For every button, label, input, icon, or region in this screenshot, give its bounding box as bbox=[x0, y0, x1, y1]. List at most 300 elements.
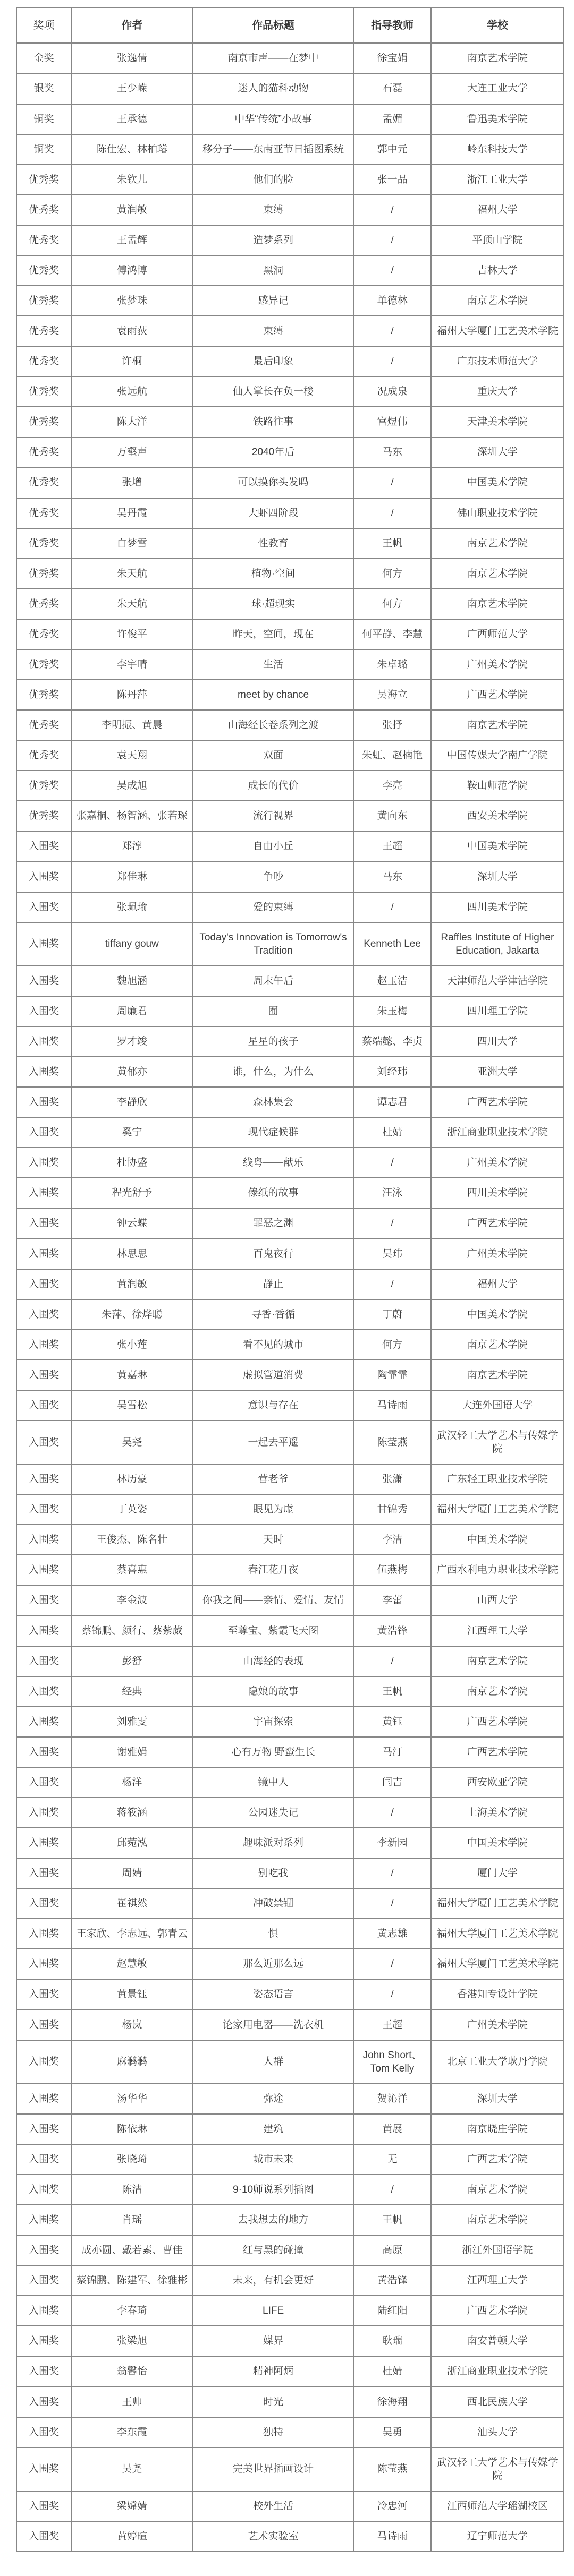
cell-advisor: 朱虹、赵楠艳 bbox=[353, 740, 430, 771]
cell-author: 万壑声 bbox=[71, 437, 193, 467]
cell-author: 王孟辉 bbox=[71, 225, 193, 255]
cell-title: 建筑 bbox=[193, 2114, 354, 2144]
cell-author: 吴尧 bbox=[71, 2447, 193, 2491]
cell-title: 性教育 bbox=[193, 528, 354, 559]
cell-title: 中华“传统”小故事 bbox=[193, 104, 354, 134]
table-row bbox=[16, 2205, 564, 2235]
cell-author: 肖瑶 bbox=[71, 2205, 193, 2235]
cell-school: 武汉轻工大学艺术与传媒学院 bbox=[431, 2447, 564, 2491]
cell-school: 四川美术学院 bbox=[431, 892, 564, 922]
cell-award: 入围奖 bbox=[16, 996, 71, 1026]
cell-title: 冲破禁锢 bbox=[193, 1888, 354, 1919]
cell-title: 弥途 bbox=[193, 2084, 354, 2114]
cell-award: 入围奖 bbox=[16, 1919, 71, 1949]
cell-advisor: 汪泳 bbox=[353, 1178, 430, 1208]
cell-advisor: 马诗雨 bbox=[353, 2521, 430, 2552]
cell-advisor: 王帆 bbox=[353, 1676, 430, 1707]
cell-school: 四川大学 bbox=[431, 1026, 564, 1057]
table-row bbox=[16, 1525, 564, 1555]
cell-award: 入围奖 bbox=[16, 2265, 71, 2296]
table-row bbox=[16, 2040, 564, 2084]
cell-title: 趣味派对系列 bbox=[193, 1828, 354, 1858]
cell-school: Raffles Institute of Higher Education, Jakarta bbox=[431, 922, 564, 966]
cell-award: 入围奖 bbox=[16, 831, 71, 861]
table-row bbox=[16, 376, 564, 407]
cell-award: 入围奖 bbox=[16, 1949, 71, 1979]
cell-advisor: 黄展 bbox=[353, 2114, 430, 2144]
cell-school: 武汉轻工大学艺术与传媒学院 bbox=[431, 1420, 564, 1464]
table-row bbox=[16, 2296, 564, 2326]
cell-title: 心有万物 野蛮生长 bbox=[193, 1737, 354, 1767]
table-row bbox=[16, 1390, 564, 1420]
cell-school: 重庆大学 bbox=[431, 376, 564, 407]
cell-title: 独特 bbox=[193, 2417, 354, 2447]
cell-award: 入围奖 bbox=[16, 1585, 71, 1615]
cell-author: 王家欣、李志远、郭青云 bbox=[71, 1919, 193, 1949]
cell-award: 优秀奖 bbox=[16, 801, 71, 831]
cell-author: 陈仕宏、林柏璿 bbox=[71, 134, 193, 165]
cell-school: 平顶山学院 bbox=[431, 225, 564, 255]
cell-advisor: / bbox=[353, 467, 430, 498]
cell-advisor: / bbox=[353, 1979, 430, 2009]
table-row bbox=[16, 528, 564, 559]
cell-title: Today's Innovation is Tomorrow's Tradition bbox=[193, 922, 354, 966]
cell-title: 虚拟管道消费 bbox=[193, 1360, 354, 1390]
cell-advisor: 王帆 bbox=[353, 2205, 430, 2235]
cell-school: 广西艺术学院 bbox=[431, 1737, 564, 1767]
table-row bbox=[16, 2010, 564, 2040]
table-row bbox=[16, 619, 564, 649]
cell-school: 北京工业大学耿丹学院 bbox=[431, 2040, 564, 2084]
cell-school: 南京艺术学院 bbox=[431, 1330, 564, 1360]
cell-advisor: 杜婧 bbox=[353, 2356, 430, 2386]
cell-author: 赵慧敏 bbox=[71, 1949, 193, 1979]
cell-title: 城市未来 bbox=[193, 2144, 354, 2175]
table-row bbox=[16, 104, 564, 134]
cell-title: 南京市声——在梦中 bbox=[193, 43, 354, 73]
cell-school: 四川理工学院 bbox=[431, 996, 564, 1026]
table-row bbox=[16, 195, 564, 225]
cell-title: 最后印象 bbox=[193, 346, 354, 376]
cell-title: 红与黑的碰撞 bbox=[193, 2235, 354, 2265]
table-row bbox=[16, 801, 564, 831]
cell-advisor: 马诗雨 bbox=[353, 1390, 430, 1420]
cell-title: 镜中人 bbox=[193, 1767, 354, 1798]
cell-school: 南京艺术学院 bbox=[431, 43, 564, 73]
awards-table bbox=[16, 7, 564, 2552]
cell-advisor: / bbox=[353, 892, 430, 922]
cell-school: 广西艺术学院 bbox=[431, 1208, 564, 1238]
cell-title: LIFE bbox=[193, 2296, 354, 2326]
cell-title: 星星的孩子 bbox=[193, 1026, 354, 1057]
cell-school: 岭东科技大学 bbox=[431, 134, 564, 165]
cell-author: 麻鹣鹣 bbox=[71, 2040, 193, 2084]
cell-school: 鞍山师范学院 bbox=[431, 771, 564, 801]
cell-advisor: 石磊 bbox=[353, 73, 430, 104]
cell-author: 朱钦儿 bbox=[71, 165, 193, 195]
cell-title: 别吃我 bbox=[193, 1858, 354, 1888]
table-row bbox=[16, 2114, 564, 2144]
cell-advisor: / bbox=[353, 1269, 430, 1299]
table-row bbox=[16, 1676, 564, 1707]
header-row bbox=[16, 8, 564, 43]
cell-advisor: 黄钰 bbox=[353, 1707, 430, 1737]
cell-award: 优秀奖 bbox=[16, 376, 71, 407]
cell-author: 朱天航 bbox=[71, 559, 193, 589]
cell-award: 入围奖 bbox=[16, 2084, 71, 2114]
cell-advisor: 陈莹燕 bbox=[353, 1420, 430, 1464]
cell-award: 入围奖 bbox=[16, 1616, 71, 1646]
cell-award: 金奖 bbox=[16, 43, 71, 73]
cell-author: 张远航 bbox=[71, 376, 193, 407]
cell-school: 西安欧亚学院 bbox=[431, 1767, 564, 1798]
table-row bbox=[16, 1646, 564, 1676]
cell-advisor: / bbox=[353, 225, 430, 255]
cell-title: 铁路往事 bbox=[193, 407, 354, 437]
cell-school: 江西理工大学 bbox=[431, 2265, 564, 2296]
cell-award: 优秀奖 bbox=[16, 619, 71, 649]
cell-advisor: 闫吉 bbox=[353, 1767, 430, 1798]
cell-school: 上海美术学院 bbox=[431, 1798, 564, 1828]
table-row bbox=[16, 589, 564, 619]
cell-author: 汤华华 bbox=[71, 2084, 193, 2114]
cell-advisor: 单德林 bbox=[353, 286, 430, 316]
cell-advisor: / bbox=[353, 2175, 430, 2205]
cell-school: 四川美术学院 bbox=[431, 1178, 564, 1208]
cell-school: 浙江商业职业技术学院 bbox=[431, 2356, 564, 2386]
cell-author: 魏旭涵 bbox=[71, 966, 193, 996]
cell-advisor: 陈莹燕 bbox=[353, 2447, 430, 2491]
table-row bbox=[16, 1269, 564, 1299]
cell-advisor: / bbox=[353, 346, 430, 376]
table-row bbox=[16, 316, 564, 346]
cell-advisor: / bbox=[353, 1208, 430, 1238]
cell-author: 许桐 bbox=[71, 346, 193, 376]
table-row bbox=[16, 73, 564, 104]
cell-author: 王俊杰、陈名壮 bbox=[71, 1525, 193, 1555]
cell-award: 入围奖 bbox=[16, 1178, 71, 1208]
cell-author: 黄润敏 bbox=[71, 195, 193, 225]
cell-advisor: / bbox=[353, 1148, 430, 1178]
cell-title: 罪恶之渊 bbox=[193, 1208, 354, 1238]
cell-author: 黄润敏 bbox=[71, 1269, 193, 1299]
cell-advisor: / bbox=[353, 1646, 430, 1676]
cell-advisor: / bbox=[353, 195, 430, 225]
cell-advisor: 王帆 bbox=[353, 528, 430, 559]
cell-author: 周廉君 bbox=[71, 996, 193, 1026]
cell-title: 移分子——东南亚节日插图系统 bbox=[193, 134, 354, 165]
cell-award: 优秀奖 bbox=[16, 346, 71, 376]
cell-award: 入围奖 bbox=[16, 1979, 71, 2009]
cell-school: 广州美术学院 bbox=[431, 1148, 564, 1178]
table-row bbox=[16, 922, 564, 966]
cell-advisor: 吴勇 bbox=[353, 2417, 430, 2447]
cell-award: 入围奖 bbox=[16, 1767, 71, 1798]
table-row bbox=[16, 771, 564, 801]
cell-advisor: 李新园 bbox=[353, 1828, 430, 1858]
cell-advisor: 黄志雄 bbox=[353, 1919, 430, 1949]
cell-advisor: 刘经玮 bbox=[353, 1057, 430, 1087]
cell-author: 张嘉桐、杨智涵、张若琛 bbox=[71, 801, 193, 831]
cell-award: 优秀奖 bbox=[16, 225, 71, 255]
cell-advisor: 何方 bbox=[353, 1330, 430, 1360]
cell-award: 优秀奖 bbox=[16, 165, 71, 195]
table-row bbox=[16, 2084, 564, 2114]
cell-advisor: / bbox=[353, 498, 430, 528]
cell-award: 优秀奖 bbox=[16, 680, 71, 710]
cell-school: 广西艺术学院 bbox=[431, 1087, 564, 1117]
cell-author: 傅鸿博 bbox=[71, 255, 193, 286]
cell-title: 双面 bbox=[193, 740, 354, 771]
cell-title: 公园迷失记 bbox=[193, 1798, 354, 1828]
cell-award: 入围奖 bbox=[16, 1858, 71, 1888]
cell-author: 丁英姿 bbox=[71, 1494, 193, 1525]
cell-award: 入围奖 bbox=[16, 2114, 71, 2144]
cell-advisor: 吴海立 bbox=[353, 680, 430, 710]
cell-award: 入围奖 bbox=[16, 2417, 71, 2447]
cell-school: 大连工业大学 bbox=[431, 73, 564, 104]
cell-award: 入围奖 bbox=[16, 1148, 71, 1178]
cell-school: 福州大学厦门工艺美术学院 bbox=[431, 1494, 564, 1525]
col-header-award: 奖项 bbox=[16, 8, 71, 43]
cell-title: 眼见为虚 bbox=[193, 1494, 354, 1525]
cell-award: 入围奖 bbox=[16, 1888, 71, 1919]
cell-award: 优秀奖 bbox=[16, 316, 71, 346]
cell-title: 昨天，空间，现在 bbox=[193, 619, 354, 649]
cell-author: 林思思 bbox=[71, 1239, 193, 1269]
table-row bbox=[16, 1057, 564, 1087]
table-row bbox=[16, 1464, 564, 1494]
cell-author: 张逸倩 bbox=[71, 43, 193, 73]
cell-title: 你我之间——亲情、爱情、友情 bbox=[193, 1585, 354, 1615]
cell-award: 入围奖 bbox=[16, 1299, 71, 1330]
cell-award: 铜奖 bbox=[16, 104, 71, 134]
cell-school: 江西理工大学 bbox=[431, 1616, 564, 1646]
table-row bbox=[16, 649, 564, 680]
cell-author: 蔡锦鹏、陈建军、徐雅彬 bbox=[71, 2265, 193, 2296]
cell-award: 入围奖 bbox=[16, 1737, 71, 1767]
table-row bbox=[16, 2175, 564, 2205]
cell-advisor: 何方 bbox=[353, 589, 430, 619]
table-row bbox=[16, 740, 564, 771]
cell-award: 入围奖 bbox=[16, 1494, 71, 1525]
cell-school: 鲁迅美术学院 bbox=[431, 104, 564, 134]
cell-award: 入围奖 bbox=[16, 966, 71, 996]
cell-author: 陈大洋 bbox=[71, 407, 193, 437]
cell-title: 线粤——献乐 bbox=[193, 1148, 354, 1178]
cell-school: 福州大学厦门工艺美术学院 bbox=[431, 1949, 564, 1979]
cell-award: 优秀奖 bbox=[16, 740, 71, 771]
cell-author: 蔡喜惠 bbox=[71, 1555, 193, 1585]
cell-school: 广西艺术学院 bbox=[431, 680, 564, 710]
table-row bbox=[16, 892, 564, 922]
table-row bbox=[16, 2265, 564, 2296]
cell-title: 爱的束缚 bbox=[193, 892, 354, 922]
cell-award: 入围奖 bbox=[16, 2144, 71, 2175]
table-row bbox=[16, 1299, 564, 1330]
cell-school: 大连外国语大学 bbox=[431, 1390, 564, 1420]
cell-advisor: / bbox=[353, 255, 430, 286]
cell-award: 优秀奖 bbox=[16, 467, 71, 498]
cell-school: 浙江外国语学院 bbox=[431, 2235, 564, 2265]
cell-title: 傣纸的故事 bbox=[193, 1178, 354, 1208]
cell-advisor: 冷忠河 bbox=[353, 2491, 430, 2521]
cell-author: 张梦珠 bbox=[71, 286, 193, 316]
table-row bbox=[16, 1494, 564, 1525]
table-row bbox=[16, 2144, 564, 2175]
cell-author: 崔祺然 bbox=[71, 1888, 193, 1919]
cell-author: 吴尧 bbox=[71, 1420, 193, 1464]
cell-advisor: 丁蔚 bbox=[353, 1299, 430, 1330]
cell-award: 入围奖 bbox=[16, 2356, 71, 2386]
cell-title: 营老爷 bbox=[193, 1464, 354, 1494]
cell-title: 寻香·香循 bbox=[193, 1299, 354, 1330]
cell-advisor: 王超 bbox=[353, 2010, 430, 2040]
cell-author: 杨洋 bbox=[71, 1767, 193, 1798]
table-row bbox=[16, 1420, 564, 1464]
cell-school: 香港知专设计学院 bbox=[431, 1979, 564, 2009]
cell-school: 福州大学 bbox=[431, 195, 564, 225]
cell-title: 感异记 bbox=[193, 286, 354, 316]
cell-author: 许俊平 bbox=[71, 619, 193, 649]
cell-school: 南京艺术学院 bbox=[431, 286, 564, 316]
cell-award: 入围奖 bbox=[16, 1208, 71, 1238]
cell-title: 精神阿炳 bbox=[193, 2356, 354, 2386]
cell-author: 杨岚 bbox=[71, 2010, 193, 2040]
cell-title: 百鬼夜行 bbox=[193, 1239, 354, 1269]
cell-award: 优秀奖 bbox=[16, 437, 71, 467]
cell-award: 入围奖 bbox=[16, 1269, 71, 1299]
cell-advisor: 张一品 bbox=[353, 165, 430, 195]
cell-advisor: 甘锦秀 bbox=[353, 1494, 430, 1525]
cell-title: 造梦系列 bbox=[193, 225, 354, 255]
cell-school: 厦门大学 bbox=[431, 1858, 564, 1888]
cell-award: 入围奖 bbox=[16, 2235, 71, 2265]
table-row bbox=[16, 680, 564, 710]
cell-title: 山海经长卷系列之渡 bbox=[193, 710, 354, 740]
cell-award: 入围奖 bbox=[16, 2387, 71, 2417]
cell-title: 山海经的表现 bbox=[193, 1646, 354, 1676]
cell-school: 深圳大学 bbox=[431, 437, 564, 467]
cell-author: 蔡锦鹏、颜行、蔡紫葳 bbox=[71, 1616, 193, 1646]
cell-award: 入围奖 bbox=[16, 1117, 71, 1148]
cell-award: 入围奖 bbox=[16, 922, 71, 966]
col-header-title: 作品标题 bbox=[193, 8, 354, 43]
cell-advisor: 马汀 bbox=[353, 1737, 430, 1767]
cell-award: 入围奖 bbox=[16, 2296, 71, 2326]
cell-title: meet by chance bbox=[193, 680, 354, 710]
table-row bbox=[16, 1087, 564, 1117]
table-row bbox=[16, 1737, 564, 1767]
table-row bbox=[16, 498, 564, 528]
cell-title: 现代症候群 bbox=[193, 1117, 354, 1148]
cell-author: 梁嫦婧 bbox=[71, 2491, 193, 2521]
cell-author: 成亦圆、戴若素、曹佳 bbox=[71, 2235, 193, 2265]
cell-school: 南安普顿大学 bbox=[431, 2326, 564, 2356]
cell-title: 仙人掌长在负一楼 bbox=[193, 376, 354, 407]
table-row bbox=[16, 2235, 564, 2265]
cell-advisor: 何方 bbox=[353, 559, 430, 589]
cell-school: 西安美术学院 bbox=[431, 801, 564, 831]
table-row bbox=[16, 2447, 564, 2491]
cell-award: 入围奖 bbox=[16, 1239, 71, 1269]
table-row bbox=[16, 255, 564, 286]
cell-school: 南京艺术学院 bbox=[431, 1646, 564, 1676]
cell-award: 入围奖 bbox=[16, 1330, 71, 1360]
table-row bbox=[16, 134, 564, 165]
cell-author: 李宇晴 bbox=[71, 649, 193, 680]
cell-author: 黄嘉琳 bbox=[71, 1360, 193, 1390]
cell-advisor: / bbox=[353, 316, 430, 346]
cell-title: 谁，什么，为什么 bbox=[193, 1057, 354, 1087]
cell-advisor: 朱玉梅 bbox=[353, 996, 430, 1026]
cell-advisor: 蔡端懿、李贞 bbox=[353, 1026, 430, 1057]
cell-award: 优秀奖 bbox=[16, 589, 71, 619]
cell-award: 入围奖 bbox=[16, 2447, 71, 2491]
cell-title: 生活 bbox=[193, 649, 354, 680]
cell-advisor: / bbox=[353, 1858, 430, 1888]
cell-advisor: 黄向东 bbox=[353, 801, 430, 831]
cell-title: 2040年后 bbox=[193, 437, 354, 467]
cell-school: 福州大学厦门工艺美术学院 bbox=[431, 1919, 564, 1949]
cell-award: 入围奖 bbox=[16, 2175, 71, 2205]
table-row bbox=[16, 1707, 564, 1737]
cell-author: 杜协盛 bbox=[71, 1148, 193, 1178]
cell-award: 优秀奖 bbox=[16, 498, 71, 528]
table-row bbox=[16, 710, 564, 740]
cell-title: 成长的代价 bbox=[193, 771, 354, 801]
table-row bbox=[16, 407, 564, 437]
cell-author: 周婧 bbox=[71, 1858, 193, 1888]
table-row bbox=[16, 1026, 564, 1057]
cell-author: 林历豪 bbox=[71, 1464, 193, 1494]
cell-school: 南京艺术学院 bbox=[431, 2175, 564, 2205]
cell-author: 黄景钰 bbox=[71, 1979, 193, 2009]
cell-author: 李东霞 bbox=[71, 2417, 193, 2447]
cell-title: 束缚 bbox=[193, 195, 354, 225]
cell-advisor: 杜婧 bbox=[353, 1117, 430, 1148]
cell-school: 天津师范大学津沽学院 bbox=[431, 966, 564, 996]
cell-advisor: 谭志君 bbox=[353, 1087, 430, 1117]
cell-advisor: 黄浩锋 bbox=[353, 1616, 430, 1646]
cell-author: tiffany gouw bbox=[71, 922, 193, 966]
cell-advisor: 徐海翔 bbox=[353, 2387, 430, 2417]
cell-title: 宇宙探索 bbox=[193, 1707, 354, 1737]
col-header-school: 学校 bbox=[431, 8, 564, 43]
cell-author: 吴雪松 bbox=[71, 1390, 193, 1420]
cell-title: 迷人的猫科动物 bbox=[193, 73, 354, 104]
table-row bbox=[16, 1555, 564, 1585]
cell-advisor: 朱卓璐 bbox=[353, 649, 430, 680]
table-row bbox=[16, 1330, 564, 1360]
cell-author: 朱天航 bbox=[71, 589, 193, 619]
cell-title: 黑洞 bbox=[193, 255, 354, 286]
cell-title: 可以摸你头发吗 bbox=[193, 467, 354, 498]
cell-author: 邱菀泓 bbox=[71, 1828, 193, 1858]
cell-title: 未来，有机会更好 bbox=[193, 2265, 354, 2296]
cell-school: 汕头大学 bbox=[431, 2417, 564, 2447]
cell-award: 优秀奖 bbox=[16, 255, 71, 286]
table-row bbox=[16, 346, 564, 376]
cell-school: 南京艺术学院 bbox=[431, 589, 564, 619]
table-row bbox=[16, 1798, 564, 1828]
cell-title: 隐娘的故事 bbox=[193, 1676, 354, 1707]
cell-advisor: 马东 bbox=[353, 437, 430, 467]
cell-author: 陈依琳 bbox=[71, 2114, 193, 2144]
table-row bbox=[16, 1858, 564, 1888]
cell-advisor: 吴玮 bbox=[353, 1239, 430, 1269]
cell-title: 静止 bbox=[193, 1269, 354, 1299]
